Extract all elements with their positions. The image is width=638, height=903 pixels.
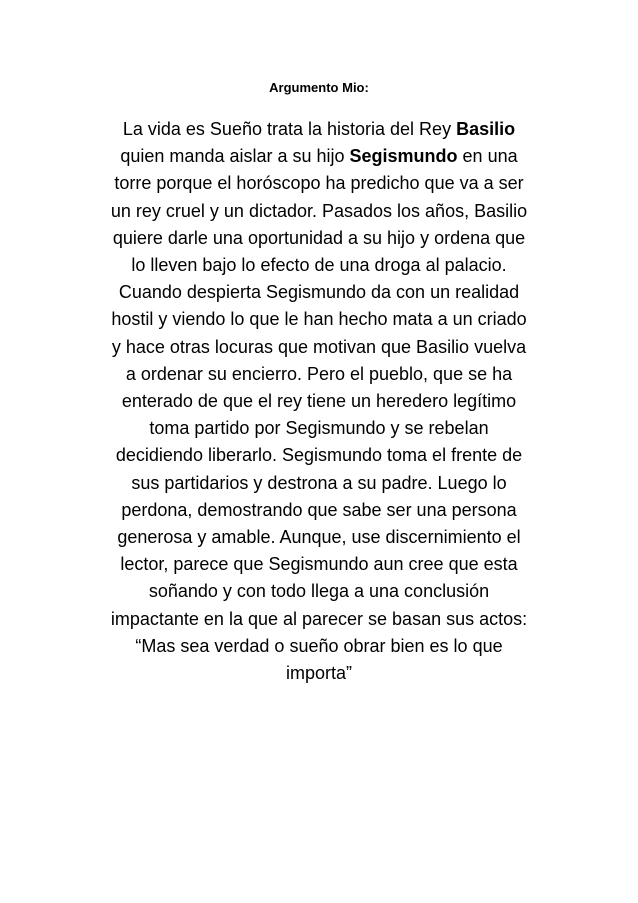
body-line: a ordenar su encierro. Pero el pueblo, que se ha xyxy=(125,363,513,384)
line-text: en una xyxy=(457,146,518,167)
body-line: quiere darle una oportunidad a su hijo y ordena que xyxy=(112,227,526,248)
body-line: generosa y amable. Aunque, use discernimiento el xyxy=(117,527,521,548)
body-line: toma partido por Segismundo y se rebelan xyxy=(149,418,489,439)
bold-name-segismundo: Segismundo xyxy=(349,146,458,167)
bold-name-basilio: Basilio xyxy=(456,119,516,139)
body-line: sus partidarios y destrona a su padre. Luego lo xyxy=(131,472,507,493)
body-line: decidiendo liberarlo. Segismundo toma el frente de xyxy=(115,445,523,466)
body-line: y hace otras locuras que motivan que Basilio vuelva xyxy=(111,336,527,357)
body-line: impactante en la que al parecer se basan sus actos: xyxy=(110,608,528,629)
document-body xyxy=(84,116,554,687)
body-line: lo lleven bajo lo efecto de una droga al palacio. xyxy=(131,255,507,276)
line-text: La vida es Sueño trata la historia del Rey xyxy=(122,119,457,139)
body-line: importa” xyxy=(285,663,352,684)
body-line: un rey cruel y un dictador. Pasados los años, Basilio xyxy=(110,200,528,221)
body-line xyxy=(84,143,554,170)
body-line: perdona, demostrando que sabe ser una persona xyxy=(121,499,517,520)
body-line: soñando y con todo llega a una conclusión xyxy=(148,581,490,602)
body-line xyxy=(84,116,554,143)
body-line: lector, parece que Segismundo aun cree que esta xyxy=(120,554,518,575)
body-line: hostil y viendo lo que le han hecho mata a un criado xyxy=(111,309,527,330)
body-line: torre porque el horóscopo ha predicho que va a ser xyxy=(114,173,524,194)
body-line: Cuando despierta Segismundo da con un realidad xyxy=(118,282,520,303)
body-line: enterado de que el rey tiene un heredero legítimo xyxy=(121,391,517,412)
document-title: Argumento Mio: xyxy=(269,80,369,95)
body-line: “Mas sea verdad o sueño obrar bien es lo que xyxy=(135,635,503,656)
line-text: quien manda aislar a su hijo xyxy=(120,146,350,167)
